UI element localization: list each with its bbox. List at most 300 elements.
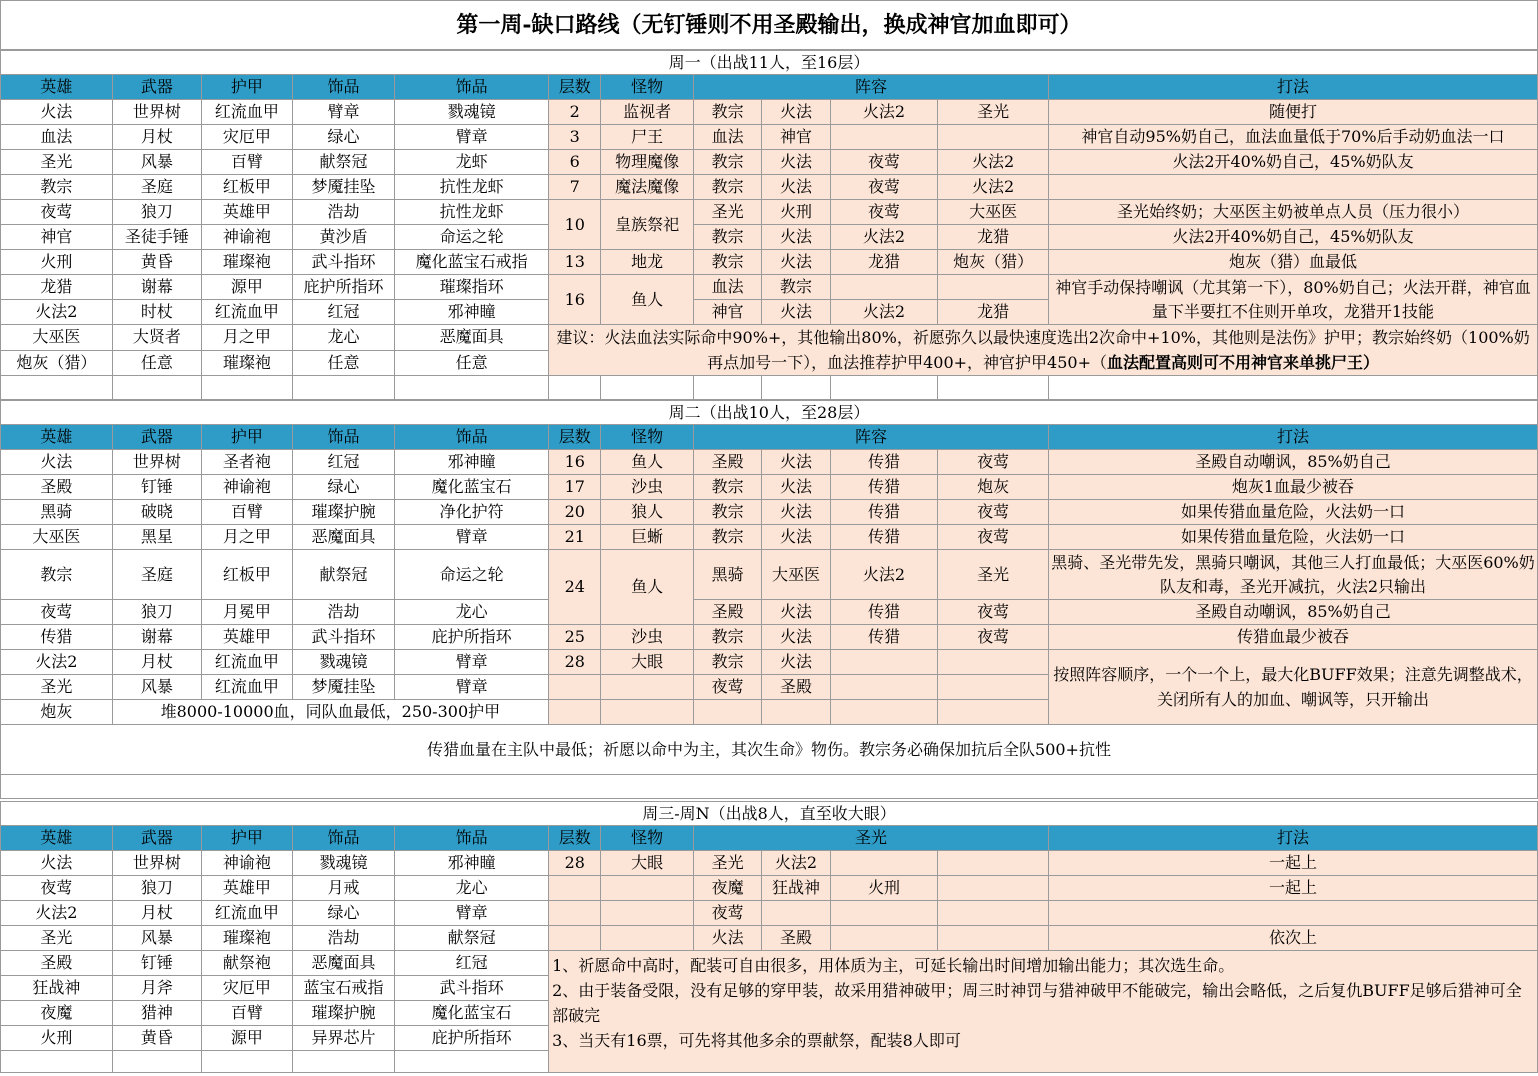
header-accessory-2: 饰品 [395,75,549,100]
table-row [1,200,1538,225]
accessory-cell: 戮魂镜 [292,650,395,675]
strategy-cell [1048,901,1537,926]
lineup-cell: 大巫医 [938,200,1049,225]
strategy-cell: 圣殿自动嘲讽，85%奶自己 [1048,600,1537,625]
table-row [1,500,1538,525]
accessory-cell: 武斗指环 [292,625,395,650]
lineup-cell: 火法 [762,300,830,325]
accessory-cell: 戮魂镜 [292,851,395,876]
header-monster: 怪物 [601,75,694,100]
floor-cell: 16 [549,450,601,475]
lineup-cell: 火刑 [830,876,938,901]
table-row [1,926,1538,951]
floor-cell: 3 [549,125,601,150]
lineup-cell: 传猎 [830,600,938,625]
monster-cell: 鱼人 [601,450,694,475]
strategy-cell: 如果传猎血量危险，火法奶一口 [1048,500,1537,525]
accessory-cell: 魔化蓝宝石 [395,475,549,500]
accessory-cell: 异界芯片 [292,1026,395,1051]
floor-cell: 10 [549,200,601,250]
monster-cell: 巨蜥 [601,525,694,550]
lineup-cell [762,901,830,926]
strategy-cell: 一起上 [1048,876,1537,901]
accessory-cell: 庇护所指环 [292,275,395,300]
weapon-cell: 圣庭 [112,550,202,600]
lineup-cell: 火法 [762,650,830,675]
accessory-cell: 龙心 [395,600,549,625]
armor-cell: 红流血甲 [202,100,293,125]
accessory-cell: 戮魂镜 [395,100,549,125]
accessory-cell: 邪神瞳 [395,450,549,475]
hero-cell: 火法 [1,450,113,475]
table-row [1,275,1538,300]
accessory-cell: 绿心 [292,125,395,150]
hero-cell: 火刑 [1,250,113,275]
table-row [1,100,1538,125]
lineup-cell: 龙猎 [938,225,1049,250]
accessory-cell: 红冠 [395,951,549,976]
accessory-cell: 龙心 [395,876,549,901]
week1-advice [549,325,1538,376]
header-strategy: 打法 [1048,75,1537,100]
week2-note: 传猎血量在主队中最低；祈愿以命中为主，其次生命》物伤。教宗务必确保加抗后全队500+抗性 [1,725,1538,775]
weapon-cell: 破晓 [112,500,202,525]
floor-cell: 7 [549,175,601,200]
lineup-cell: 火法2 [938,175,1049,200]
lineup-cell: 夜莺 [938,525,1049,550]
strategy-cell: 神官手动保持嘲讽（尤其第一下），80%奶自己；火法开群，神官血量下半要扛不住则开单攻，龙猎开1技能 [1048,275,1537,325]
armor-cell: 百臂 [202,500,293,525]
hero-cell: 火法2 [1,901,113,926]
strategy-cell: 火法2开40%奶自己，45%奶队友 [1048,225,1537,250]
weapon-cell: 黄昏 [112,250,202,275]
lineup-cell: 圣殿 [762,926,830,951]
hero-cell: 大巫医 [1,325,113,351]
hero-cell: 教宗 [1,550,113,600]
hero-cell: 炮灰 [1,700,113,725]
armor-cell: 源甲 [202,275,293,300]
lineup-cell: 教宗 [693,250,761,275]
accessory-cell: 魔化蓝宝石戒指 [395,250,549,275]
accessory-cell: 红冠 [292,300,395,325]
monster-cell: 大眼 [601,851,694,876]
accessory-cell: 璀璨护腕 [292,500,395,525]
lineup-cell: 教宗 [693,525,761,550]
armor-cell: 月之甲 [202,325,293,351]
lineup-cell [830,926,938,951]
header-accessory-1: 饰品 [292,826,395,851]
lineup-cell: 血法 [693,275,761,300]
monster-cell: 沙虫 [601,625,694,650]
accessory-cell: 臂章 [395,901,549,926]
lineup-cell [830,125,938,150]
header-monster: 怪物 [601,826,694,851]
lineup-cell: 教宗 [693,225,761,250]
lineup-cell: 火法2 [830,100,938,125]
weapon-cell: 黑星 [112,525,202,550]
week3-notes [549,951,1538,1073]
lineup-cell: 教宗 [762,275,830,300]
hero-cell: 龙猎 [1,275,113,300]
lineup-cell: 火法 [762,625,830,650]
armor-cell: 璀璨袍 [202,350,293,376]
lineup-cell: 火法 [762,175,830,200]
lineup-cell: 传猎 [830,625,938,650]
header-accessory-2: 饰品 [395,425,549,450]
monster-cell: 大眼 [601,650,694,675]
accessory-cell: 璀璨指环 [395,275,549,300]
lineup-cell: 圣光 [693,851,761,876]
header-accessory-1: 饰品 [292,75,395,100]
header-weapon: 武器 [112,425,202,450]
hero-cell: 火法2 [1,650,113,675]
weapon-cell: 黄昏 [112,1026,202,1051]
table-row [1,150,1538,175]
page-title: 第一周-缺口路线（无钉锤则不用圣殿输出，换成神官加血即可） [0,0,1538,50]
armor-cell: 源甲 [202,1026,293,1051]
lineup-cell: 教宗 [693,150,761,175]
lineup-cell: 夜魔 [693,876,761,901]
strategy-cell: 随便打 [1048,100,1537,125]
accessory-cell: 魔化蓝宝石 [395,1001,549,1026]
weapon-cell: 时杖 [112,300,202,325]
lineup-cell: 圣殿 [693,450,761,475]
accessory-cell: 任意 [395,350,549,376]
lineup-cell: 火法 [762,100,830,125]
accessory-cell: 绿心 [292,475,395,500]
accessory-cell: 净化护符 [395,500,549,525]
week2-table [0,400,1538,799]
week3-section-title: 周三-周N（出战8人，直至收大眼） [1,802,1538,826]
table-row [1,951,1538,976]
strategy-cell: 神官自动95%奶自己，血法血量低于70%后手动奶血法一口 [1048,125,1537,150]
table-row [1,325,1538,351]
lineup-cell: 火法2 [938,150,1049,175]
floor-cell: 13 [549,250,601,275]
lineup-cell: 圣光 [693,200,761,225]
lineup-cell: 传猎 [830,475,938,500]
lineup-cell: 火法 [762,150,830,175]
header-hero: 英雄 [1,425,113,450]
lineup-cell [938,125,1049,150]
weapon-cell: 谢幕 [112,275,202,300]
strategy-cell: 黑骑、圣光带先发，黑骑只嘲讽，其他三人打血最低；大巫医60%奶队友和毒，圣光开减抗，火法2只输出 [1048,550,1537,600]
monster-cell [601,876,694,901]
lineup-cell: 教宗 [693,650,761,675]
accessory-cell: 邪神瞳 [395,851,549,876]
header-armor: 护甲 [202,826,293,851]
armor-cell: 百臂 [202,1001,293,1026]
floor-cell: 6 [549,150,601,175]
weapon-cell: 任意 [112,350,202,376]
floor-cell: 25 [549,625,601,650]
strategy-cell: 火法2开40%奶自己，45%奶队友 [1048,150,1537,175]
monster-cell [601,926,694,951]
header-lineup: 圣光 [693,826,1048,851]
armor-cell: 红流血甲 [202,901,293,926]
lineup-cell: 火法2 [830,550,938,600]
monster-cell: 沙虫 [601,475,694,500]
header-weapon: 武器 [112,75,202,100]
week2-section-title: 周二（出战10人，至28层） [1,401,1538,425]
header-strategy: 打法 [1048,425,1537,450]
monster-cell: 鱼人 [601,550,694,625]
accessory-cell: 月戒 [292,876,395,901]
lineup-cell: 火法2 [830,300,938,325]
lineup-cell: 夜莺 [830,175,938,200]
armor-cell: 璀璨袍 [202,250,293,275]
accessory-cell: 庇护所指环 [395,1026,549,1051]
advice-highlight: 血法配置高则可不用神官来单挑尸王） [1107,353,1380,372]
header-hero: 英雄 [1,75,113,100]
armor-cell: 红流血甲 [202,650,293,675]
note-line: 1、祈愿命中高时，配装可自由很多，用体质为主，可延长输出时间增加输出能力；其次选生命。 [552,956,1235,975]
lineup-cell: 夜莺 [938,450,1049,475]
hero-cell: 夜莺 [1,600,113,625]
accessory-cell: 武斗指环 [395,976,549,1001]
floor-cell [549,926,601,951]
hero-cell: 圣光 [1,926,113,951]
lineup-cell: 火刑 [762,200,830,225]
lineup-cell: 炮灰 [938,475,1049,500]
hero-cell: 炮灰（猎） [1,350,113,376]
table-row [1,525,1538,550]
weapon-cell: 狼刀 [112,600,202,625]
armor-cell: 红板甲 [202,175,293,200]
hero-cell: 圣光 [1,675,113,700]
weapon-cell: 月斧 [112,976,202,1001]
hero-cell: 狂战神 [1,976,113,1001]
monster-cell: 鱼人 [601,275,694,325]
monster-cell: 物理魔像 [601,150,694,175]
floor-cell: 20 [549,500,601,525]
accessory-cell: 浩劫 [292,926,395,951]
lineup-cell: 教宗 [693,625,761,650]
lineup-cell: 教宗 [693,475,761,500]
lineup-cell: 神官 [762,125,830,150]
accessory-cell: 武斗指环 [292,250,395,275]
accessory-cell: 红冠 [292,450,395,475]
weapon-cell: 月杖 [112,650,202,675]
armor-cell: 红流血甲 [202,675,293,700]
strategy-cell: 传猎血最少被吞 [1048,625,1537,650]
accessory-cell: 恶魔面具 [395,325,549,351]
advice-text: 建议：火法血法实际命中90%+，其他输出80%，祈愿弥久以最快速度选出2次命中+10%，其他则是法伤》护甲；教宗始终奶（100%奶再点加号一下），血法推荐护甲400+，神官护甲450+（ [556,328,1530,372]
hero-cell: 火刑 [1,1026,113,1051]
armor-cell: 红流血甲 [202,300,293,325]
header-floor: 层数 [549,75,601,100]
accessory-cell: 献祭冠 [395,926,549,951]
weapon-cell: 风暴 [112,926,202,951]
armor-cell: 神谕袍 [202,851,293,876]
lineup-cell: 圣殿 [762,675,830,700]
floor-cell [549,901,601,926]
hero-cell: 圣光 [1,150,113,175]
accessory-cell: 梦魇挂坠 [292,675,395,700]
weapon-cell: 谢幕 [112,625,202,650]
lineup-cell: 火法 [762,250,830,275]
armor-cell: 英雄甲 [202,625,293,650]
strategy-cell: 炮灰1血最少被吞 [1048,475,1537,500]
lineup-cell: 传猎 [830,500,938,525]
monster-cell: 狼人 [601,500,694,525]
weapon-cell: 风暴 [112,675,202,700]
hero-cell: 圣殿 [1,475,113,500]
header-weapon: 武器 [112,826,202,851]
floor-cell: 2 [549,100,601,125]
fodder-note: 堆8000-10000血，同队血最低，250-300护甲 [112,700,548,725]
lineup-cell: 圣光 [938,100,1049,125]
lineup-cell: 火法 [762,450,830,475]
armor-cell: 璀璨袍 [202,926,293,951]
lineup-cell: 传猎 [830,525,938,550]
lineup-cell: 大巫医 [762,550,830,600]
lineup-cell: 教宗 [693,500,761,525]
accessory-cell: 抗性龙虾 [395,200,549,225]
weapon-cell: 猎神 [112,1001,202,1026]
lineup-cell: 炮灰（猎） [938,250,1049,275]
weapon-cell: 月杖 [112,125,202,150]
accessory-cell: 命运之轮 [395,550,549,600]
hero-cell: 黑骑 [1,500,113,525]
table-row [1,876,1538,901]
armor-cell: 灾厄甲 [202,125,293,150]
header-armor: 护甲 [202,425,293,450]
lineup-cell: 圣殿 [693,600,761,625]
table-row [1,851,1538,876]
header-strategy: 打法 [1048,826,1537,851]
hero-cell: 夜魔 [1,1001,113,1026]
table-row [1,650,1538,675]
table-row [1,550,1538,600]
lineup-cell: 火法 [693,926,761,951]
weapon-cell: 圣徒手锤 [112,225,202,250]
table-row [1,625,1538,650]
header-accessory-2: 饰品 [395,826,549,851]
hero-cell: 圣殿 [1,951,113,976]
lineup-cell [938,275,1049,300]
strategy-cell [1048,175,1537,200]
strategy-cell: 圣光始终奶；大巫医主奶被单点人员（压力很小） [1048,200,1537,225]
floor-cell [549,876,601,901]
table-row [1,225,1538,250]
lineup-cell: 火法 [762,525,830,550]
weapon-cell: 狼刀 [112,200,202,225]
lineup-cell: 神官 [693,300,761,325]
note-line: 2、由于装备受限，没有足够的穿甲装，故采用猎神破甲；周三时神罚与猎神破甲不能破完，输出会略低，之后复仇BUFF足够后猎神可全部破完 [552,981,1522,1025]
lineup-cell: 火法2 [762,851,830,876]
weapon-cell: 风暴 [112,150,202,175]
weapon-cell: 钉锤 [112,475,202,500]
floor-cell: 24 [549,550,601,625]
armor-cell: 百臂 [202,150,293,175]
armor-cell: 神谕袍 [202,225,293,250]
lineup-cell: 火法2 [830,225,938,250]
hero-cell: 夜莺 [1,200,113,225]
weapon-cell: 月杖 [112,901,202,926]
weapon-cell: 世界树 [112,851,202,876]
armor-cell: 神谕袍 [202,475,293,500]
accessory-cell: 黄沙盾 [292,225,395,250]
lineup-cell: 火法 [762,475,830,500]
monster-cell: 皇族祭祀 [601,200,694,250]
hero-cell: 神官 [1,225,113,250]
lineup-cell [830,275,938,300]
hero-cell: 教宗 [1,175,113,200]
table-row [1,600,1538,625]
header-lineup: 阵容 [693,425,1048,450]
accessory-cell: 献祭冠 [292,550,395,600]
armor-cell: 灾厄甲 [202,976,293,1001]
accessory-cell: 庇护所指环 [395,625,549,650]
lineup-cell: 血法 [693,125,761,150]
armor-cell: 圣者袍 [202,450,293,475]
accessory-cell: 臂章 [395,525,549,550]
lineup-cell: 夜莺 [693,901,761,926]
lineup-cell: 教宗 [693,100,761,125]
accessory-cell: 龙心 [292,325,395,351]
accessory-cell: 任意 [292,350,395,376]
table-row [1,125,1538,150]
header-armor: 护甲 [202,75,293,100]
hero-cell: 大巫医 [1,525,113,550]
lineup-cell: 火法 [762,600,830,625]
lineup-cell: 圣光 [938,550,1049,600]
header-hero: 英雄 [1,826,113,851]
accessory-cell: 龙虾 [395,150,549,175]
lineup-cell: 狂战神 [762,876,830,901]
accessory-cell: 恶魔面具 [292,525,395,550]
accessory-cell: 臂章 [395,675,549,700]
weapon-cell: 钉锤 [112,951,202,976]
monster-cell [601,901,694,926]
armor-cell: 献祭袍 [202,951,293,976]
accessory-cell: 蓝宝石戒指 [292,976,395,1001]
lineup-cell: 夜莺 [938,625,1049,650]
hero-cell: 血法 [1,125,113,150]
lineup-cell: 教宗 [693,175,761,200]
strategy-cell: 依次上 [1048,926,1537,951]
accessory-cell: 献祭冠 [292,150,395,175]
lineup-cell [830,901,938,926]
monster-cell: 尸王 [601,125,694,150]
table-row [1,475,1538,500]
floor-cell: 28 [549,650,601,675]
lineup-cell: 夜莺 [830,200,938,225]
weapon-cell: 圣庭 [112,175,202,200]
lineup-cell [830,851,938,876]
lineup-cell: 夜莺 [938,500,1049,525]
week3-table [0,801,1538,1073]
armor-cell: 月之甲 [202,525,293,550]
weapon-cell: 世界树 [112,100,202,125]
accessory-cell: 恶魔面具 [292,951,395,976]
accessory-cell: 璀璨护腕 [292,1001,395,1026]
lineup-cell: 传猎 [830,450,938,475]
floor-cell: 17 [549,475,601,500]
armor-cell: 英雄甲 [202,200,293,225]
hero-cell: 火法 [1,851,113,876]
weapon-cell: 世界树 [112,450,202,475]
lineup-cell: 龙猎 [938,300,1049,325]
lineup-cell: 火法 [762,225,830,250]
table-row [1,450,1538,475]
floor-cell: 28 [549,851,601,876]
strategy-cell: 如果传猎血量危险，火法奶一口 [1048,525,1537,550]
strategy-cell: 按照阵容顺序，一个一个上，最大化BUFF效果；注意先调整战术，关闭所有人的加血、嘲讽等，只开输出 [1048,650,1537,725]
week1-section-title: 周一（出战11人，至16层） [1,51,1538,75]
strategy-cell: 圣殿自动嘲讽，85%奶自己 [1048,450,1537,475]
